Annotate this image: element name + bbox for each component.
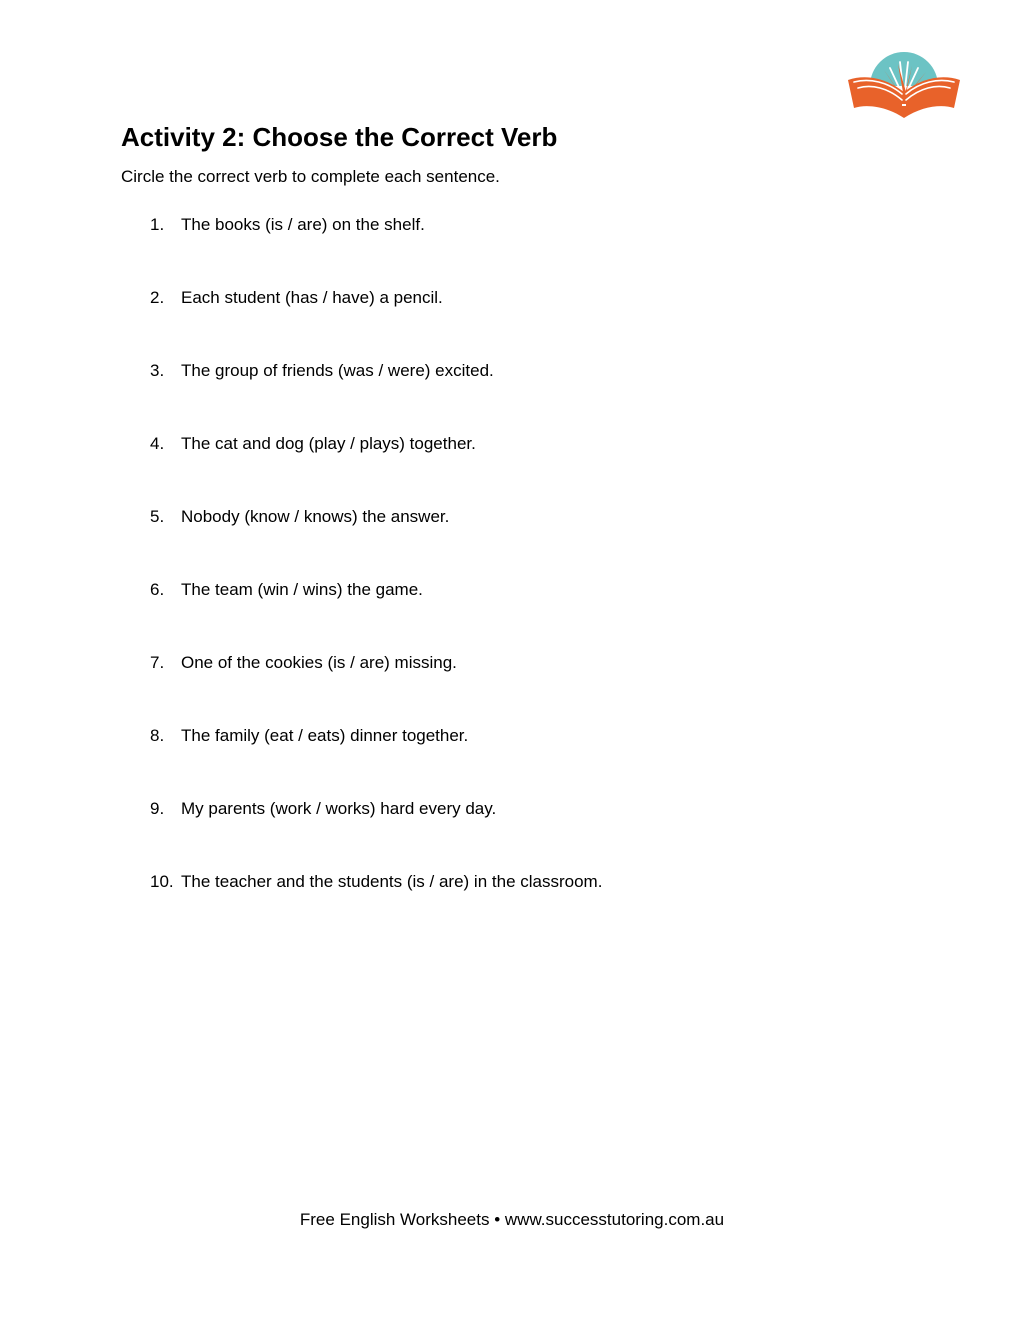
question-item bbox=[150, 871, 602, 893]
question-number: 10. bbox=[150, 872, 174, 891]
success-tutoring-logo-icon bbox=[846, 46, 962, 120]
worksheet-instructions: Circle the correct verb to complete each sentence. bbox=[121, 167, 500, 186]
question-text: The cat and dog (play / plays) together. bbox=[181, 434, 476, 453]
question-item bbox=[150, 433, 476, 455]
question-text: The family (eat / eats) dinner together. bbox=[181, 726, 469, 745]
question-text: Nobody (know / knows) the answer. bbox=[181, 507, 450, 526]
question-item bbox=[150, 287, 443, 309]
question-number: 6. bbox=[150, 580, 165, 599]
question-text: The team (win / wins) the game. bbox=[181, 580, 423, 599]
question-item bbox=[150, 506, 449, 528]
question-text: The teacher and the students (is / are) in the classroom. bbox=[181, 872, 603, 891]
question-text: My parents (work / works) hard every day. bbox=[181, 799, 497, 818]
question-item bbox=[150, 579, 423, 601]
question-item bbox=[150, 652, 457, 674]
question-item bbox=[150, 798, 496, 820]
question-number: 2. bbox=[150, 288, 165, 307]
question-number: 3. bbox=[150, 361, 165, 380]
question-text: The group of friends (was / were) excited. bbox=[181, 361, 494, 380]
question-number: 1. bbox=[150, 215, 165, 234]
question-text: One of the cookies (is / are) missing. bbox=[181, 653, 457, 672]
question-number: 8. bbox=[150, 726, 165, 745]
footer-text: Free English Worksheets • www.successtutoring.com.au bbox=[299, 1210, 725, 1229]
question-number: 7. bbox=[150, 653, 165, 672]
question-item bbox=[150, 725, 468, 747]
worksheet-title: Activity 2: Choose the Correct Verb bbox=[121, 122, 558, 152]
question-number: 9. bbox=[150, 799, 165, 818]
question-number: 5. bbox=[150, 507, 165, 526]
question-item bbox=[150, 214, 425, 236]
question-text: Each student (has / have) a pencil. bbox=[181, 288, 443, 307]
question-item bbox=[150, 360, 494, 382]
question-number: 4. bbox=[150, 434, 165, 453]
question-text: The books (is / are) on the shelf. bbox=[181, 215, 425, 234]
